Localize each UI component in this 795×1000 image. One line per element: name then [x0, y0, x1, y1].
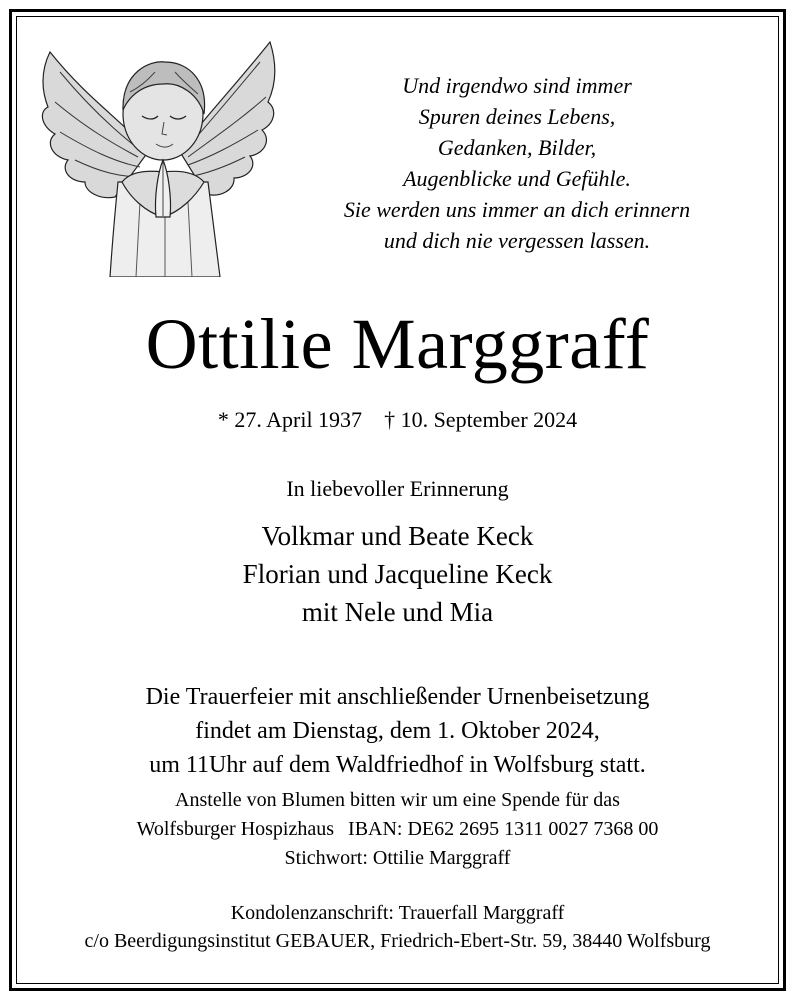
donation-account	[0, 815, 795, 844]
memory-line: In liebevoller Erinnerung	[286, 476, 509, 501]
death-date: † 10. September 2024	[384, 407, 578, 432]
birth-date: * 27. April 1937	[217, 407, 363, 432]
poem	[282, 70, 752, 256]
poem-line: Gedanken, Bilder,	[437, 135, 597, 160]
funeral-service-info	[0, 680, 795, 782]
poem-line: Spuren deines Lebens,	[418, 104, 616, 129]
praying-angel-icon	[30, 32, 280, 277]
condolence-line: Kondolenzanschrift: Trauerfall Marggraff	[230, 902, 565, 924]
donation-keyword: Stichwort: Ottilie Marggraff	[284, 847, 511, 869]
service-line: Die Trauerfeier mit anschließender Urnenbeisetzung	[145, 684, 650, 710]
donation-request: Anstelle von Blumen bitten wir um eine Spende für das	[175, 789, 620, 811]
deceased-name: Ottilie Marggraff	[145, 304, 650, 384]
life-dates	[0, 405, 795, 435]
family-line: mit Nele und Mia	[301, 597, 494, 627]
poem-line: Und irgendwo sind immer	[402, 73, 632, 98]
family-list	[0, 517, 795, 631]
donation-iban: IBAN: DE62 2695 1311 0027 7368 00	[348, 818, 659, 840]
condolence-address	[0, 899, 795, 955]
poem-line: Sie werden uns immer an dich erinnern	[343, 197, 691, 222]
family-line: Florian und Jacqueline Keck	[242, 559, 553, 589]
service-line: findet am Dienstag, dem 1. Oktober 2024,	[195, 718, 600, 744]
condolence-line: c/o Beerdigungsinstitut GEBAUER, Friedrich-Ebert-Str. 59, 38440 Wolfsburg	[84, 930, 711, 952]
family-line: Volkmar und Beate Keck	[261, 521, 534, 551]
service-line: um 11Uhr auf dem Waldfriedhof in Wolfsburg statt.	[149, 752, 646, 778]
donation-recipient: Wolfsburger Hospizhaus	[136, 818, 335, 840]
donation-info	[0, 786, 795, 873]
poem-line: und dich nie vergessen lassen.	[383, 228, 651, 253]
poem-line: Augenblicke und Gefühle.	[403, 166, 631, 191]
